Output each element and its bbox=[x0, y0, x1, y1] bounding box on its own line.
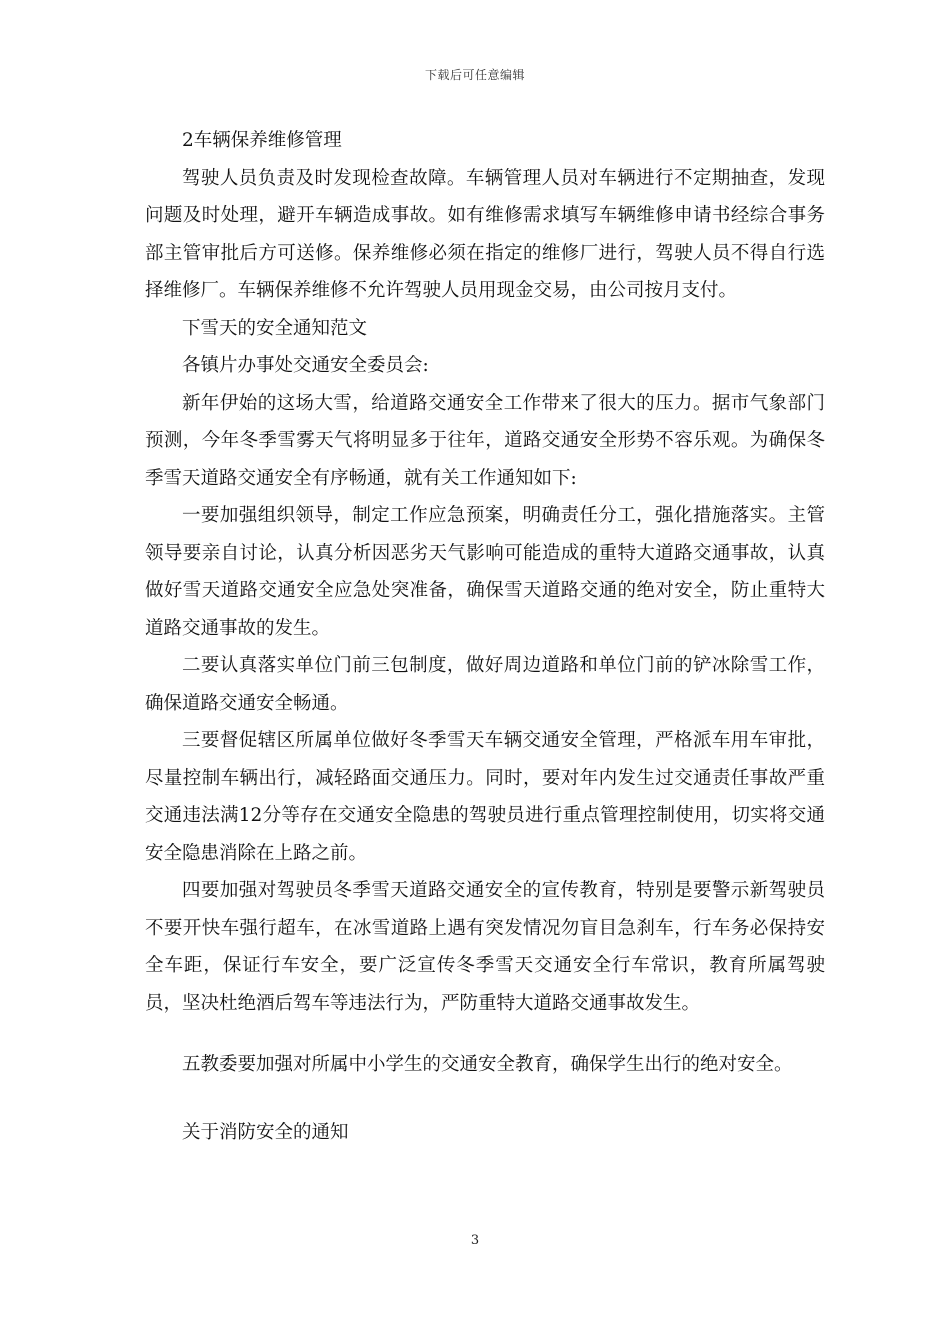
paragraph-item-4: 四要加强对驾驶员冬季雪天道路交通安全的宣传教育，特别是要警示新驾驶员不要开快车强行超车，在冰雪道路上遇有突发情况勿盲目急刹车，行车务必保持安全车距，保证行车安全，要广泛宣传冬季雪天交通安全行车常识，教育所属驾驶员，坚决杜绝酒后驾车等违法行为，严防重特大道路交通事故发生。 bbox=[145, 880, 825, 1014]
page-header-note: 下载后可任意编辑 bbox=[424, 68, 525, 82]
section-heading-snow-notice: 下雪天的安全通知范文 bbox=[182, 317, 368, 339]
document-body bbox=[145, 122, 825, 1151]
section-heading-fire-safety: 关于消防安全的通知 bbox=[182, 1121, 349, 1143]
paragraph-item-2: 二要认真落实单位门前三包制度，做好周边道路和单位门前的铲冰除雪工作，确保道路交通安全畅通。 bbox=[145, 655, 825, 714]
paragraph-item-3: 三要督促辖区所属单位做好冬季雪天车辆交通安全管理，严格派车用车审批，尽量控制车辆出行，减轻路面交通压力。同时，要对年内发生过交通责任事故严重交通违法满12分等存在交通安全隐患的驾驶员进行重点管理控制使用，切实将交通安全隐患消除在上路之前。 bbox=[145, 730, 825, 864]
paragraph-maintenance-rules: 驾驶人员负责及时发现检查故障。车辆管理人员对车辆进行不定期抽查，发现问题及时处理，避开车辆造成事故。如有维修需求填写车辆维修申请书经综合事务部主管审批后方可送修。保养维修必须在指定的维修厂进行，驾驶人员不得自行选择维修厂。车辆保养维修不允许驾驶人员用现金交易，由公司按月支付。 bbox=[145, 167, 825, 301]
page-number: 3 bbox=[470, 1233, 480, 1248]
notice-salutation: 各镇片办事处交通安全委员会: bbox=[182, 355, 429, 376]
section-heading-vehicle-maintenance: 2车辆保养维修管理 bbox=[182, 130, 342, 151]
paragraph-item-5: 五教委要加强对所属中小学生的交通安全教育，确保学生出行的绝对安全。 bbox=[182, 1054, 793, 1075]
paragraph-intro: 新年伊始的这场大雪，给道路交通安全工作带来了很大的压力。据市气象部门预测，今年冬季雪雾天气将明显多于往年，道路交通安全形势不容乐观。为确保冬季雪天道路交通安全有序畅通，就有关工作通知如下: bbox=[145, 392, 825, 489]
paragraph-item-1: 一要加强组织领导，制定工作应急预案，明确责任分工，强化措施落实。主管领导要亲自讨论，认真分析因恶劣天气影响可能造成的重特大道路交通事故，认真做好雪天道路交通安全应急处突准备，确保雪天道路交通的绝对安全，防止重特大道路交通事故的发生。 bbox=[145, 505, 825, 639]
